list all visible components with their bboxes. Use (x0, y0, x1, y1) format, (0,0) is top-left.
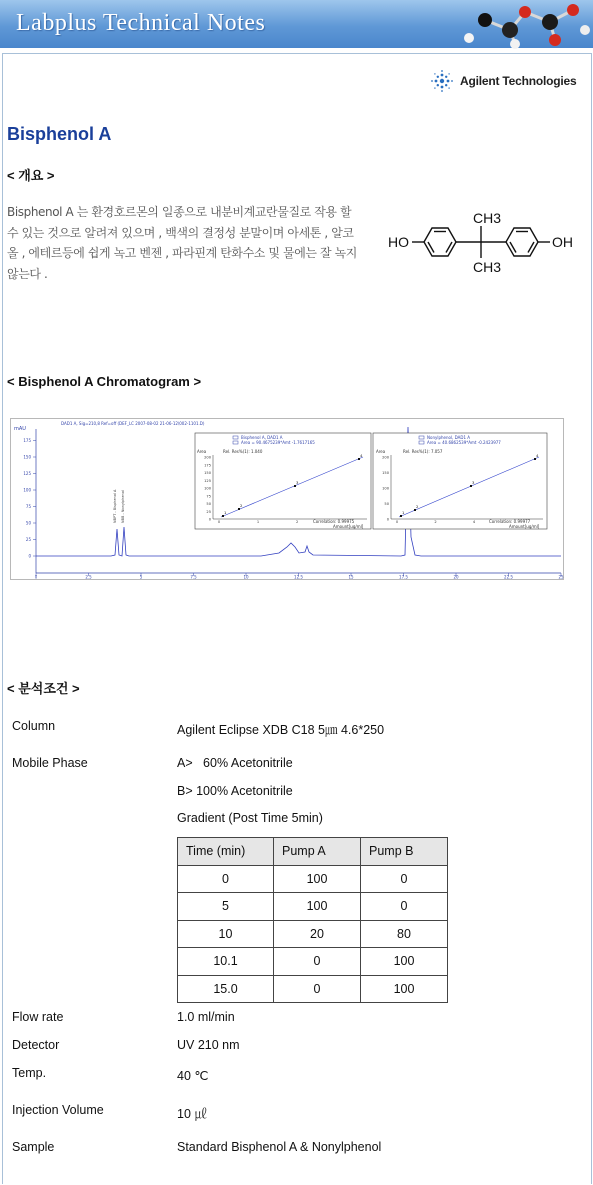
cal1-y-label: Area (197, 449, 207, 454)
molecule-decoration-icon (455, 0, 593, 48)
mobile-phase-label: Mobile Phase (12, 756, 88, 770)
chrom-x-tick-label: 10 (243, 574, 249, 580)
cal1-point-label: 4 (360, 453, 363, 458)
cal1-point (222, 515, 224, 517)
table-cell: 20 (274, 920, 361, 948)
chrom-y-tick-label: 100 (23, 487, 31, 493)
detector-value: UV 210 nm (177, 1038, 240, 1052)
chrom-y-tick-label: 25 (25, 537, 31, 542)
table-header: Pump B (361, 838, 448, 866)
chrom-x-tick-label: 0 (34, 574, 38, 580)
bisphenol-structure (386, 206, 586, 278)
chromatogram-heading: < Bisphenol A Chromatogram > (7, 374, 202, 389)
overview-line: Bisphenol A 는 환경호르몬의 일종으로 내분비계교란물질로 작용 할 (7, 205, 352, 219)
brand-name: Agilent Technologies (460, 74, 577, 88)
table-cell: 0 (274, 975, 361, 1003)
cal2-point (414, 509, 416, 511)
overview-line: 않는다 . (7, 266, 48, 281)
peak-label: NBB - Nonylphenol (121, 490, 125, 523)
cal1-y-tick-label: 75 (206, 494, 211, 499)
mobile-phase-a: A> 60% Acetonitrile (177, 756, 293, 770)
table-header: Pump A (274, 838, 361, 866)
table-cell: 100 (361, 975, 448, 1003)
table-cell: 100 (274, 893, 361, 921)
table-row (178, 920, 448, 948)
cal2-y-tick-label: 100 (382, 486, 389, 491)
chrom-x-tick-label: 2.5 (85, 574, 92, 580)
structure-right-label: OH (552, 234, 573, 250)
page-title: Bisphenol A (7, 124, 112, 144)
header-banner (0, 0, 593, 48)
chrom-x-tick-label: 17.5 (399, 574, 408, 580)
gradient-label: Gradient (Post Time 5min) (177, 811, 323, 825)
chrom-header-text: DAD1 A, Sig=210,8 Ref=off (DEF_LC 2007-08-02 21-06-12\002-1101.D) (61, 421, 205, 426)
chromatogram-panel (10, 418, 564, 580)
cal1-point-label: 2 (240, 503, 243, 508)
chrom-x-tick-label: 22.5 (504, 574, 513, 580)
calibration-inset-bisphenol (195, 433, 371, 529)
detector-label: Detector (12, 1038, 60, 1052)
cal2-x-label: Amount[ug/ml] (509, 524, 540, 529)
cal2-point (400, 515, 402, 517)
chrom-y-tick-label: 175 (23, 438, 31, 443)
temp-label: Temp. (12, 1066, 47, 1080)
chrom-x-tick-label: 7.5 (190, 574, 197, 580)
cal1-correlation: Correlation: 0.99975 (313, 519, 355, 524)
structure-top-label: CH3 (473, 210, 502, 226)
structure-bottom-label: CH3 (473, 259, 502, 275)
chromatogram-chart (11, 419, 563, 579)
cal2-x-tick-label: 0 (395, 520, 399, 524)
conditions-heading: < 분석조건 > (7, 681, 80, 696)
cal1-rel-res: Rel. Res%(1): 1.040 (223, 449, 263, 454)
banner-title: Labplus Technical Notes (16, 10, 266, 36)
overview-line: 수 있는 것으로 알려져 있으며 , 백색의 결정성 분말이며 아세톤 , 알코 (7, 225, 354, 240)
chrom-y-tick-label: 125 (23, 471, 31, 476)
agilent-spark-icon (430, 69, 454, 93)
cal2-point (534, 458, 536, 460)
cal1-x-tick-label: 1 (256, 520, 260, 524)
agilent-logo (430, 68, 576, 94)
overview-text (7, 202, 382, 284)
cal1-y-tick-label: 150 (204, 471, 211, 475)
cal1-y-tick-label: 50 (206, 502, 211, 506)
cal1-point (294, 485, 296, 487)
chrom-y-tick-label: 0 (28, 553, 31, 559)
chrom-y-tick-label: 50 (25, 520, 31, 526)
cal2-x-tick-label: 4 (472, 520, 476, 524)
table-row (178, 948, 448, 976)
cal2-y-label: Area (376, 449, 386, 454)
column-value: Agilent Eclipse XDB C18 5㎛ 4.6*250 (177, 723, 385, 737)
chrom-x-tick-label: 20 (453, 574, 459, 580)
table-cell: 100 (274, 865, 361, 893)
cal2-point-label: 2 (416, 504, 419, 509)
cal1-x-tick-label: 0 (217, 520, 221, 524)
injection-volume-value: 10 ㎕ (177, 1107, 207, 1121)
sample-label: Sample (12, 1140, 55, 1154)
table-cell: 5 (178, 893, 274, 921)
cal1-y-tick-label: 175 (204, 463, 211, 468)
chrom-y-tick-label: 75 (25, 504, 31, 509)
chrom-x-tick-label: 25 (558, 574, 564, 580)
cal2-y-tick-label: 200 (382, 455, 389, 460)
cal1-point (238, 508, 240, 510)
table-cell: 0 (361, 865, 448, 893)
table-row (178, 975, 448, 1003)
cal2-rel-res: Rel. Res%(1): 7.057 (403, 449, 443, 454)
table-cell: 80 (361, 920, 448, 948)
overview-line: 올 , 에테르등에 쉽게 녹고 벤젠 , 파라핀계 탄화수소 및 물에는 잘 녹지 (7, 246, 357, 260)
cal1-point (358, 458, 360, 460)
cal1-y-tick-label: 200 (204, 455, 211, 460)
cal1-point-label: 3 (296, 480, 299, 485)
peak-label: NBPT - Bisphenol A (113, 489, 117, 523)
cal1-y-tick-label: 0 (208, 517, 211, 522)
mobile-phase-b: B> 100% Acetonitrile (177, 784, 293, 798)
chrom-y-unit: mAU (14, 426, 26, 432)
structure-left-label: HO (388, 234, 409, 250)
gradient-table (177, 837, 448, 1003)
cal1-equation: Area = 90.4675239*Amt -1.7617165 (241, 440, 315, 445)
cal1-y-tick-label: 25 (206, 509, 211, 514)
cal1-legend: Bisphenol A, DAD1 A (241, 435, 283, 440)
calibration-inset-nonylphenol (373, 433, 547, 529)
cal2-y-tick-label: 50 (384, 502, 389, 506)
table-cell: 15.0 (178, 975, 274, 1003)
table-row (178, 893, 448, 921)
table-row (178, 865, 448, 893)
cal2-point-label: 3 (472, 480, 475, 485)
chrom-y-tick-label: 150 (23, 454, 31, 460)
cal1-x-tick-label: 2 (295, 520, 299, 524)
injection-volume-label: Injection Volume (12, 1103, 104, 1117)
cal2-correlation: Correlation: 0.99977 (489, 519, 531, 524)
cal2-equation: Area = 40.6862539*Amt -0.2423977 (427, 440, 501, 445)
table-cell: 0 (178, 865, 274, 893)
table-cell: 0 (274, 948, 361, 976)
temp-value: 40 ℃ (177, 1069, 209, 1083)
cal2-y-tick-label: 0 (386, 517, 389, 522)
overview-heading: < 개요 > (7, 168, 55, 183)
cal2-y-tick-label: 150 (382, 471, 389, 475)
table-header: Time (min) (178, 838, 274, 866)
flow-rate-value: 1.0 ml/min (177, 1010, 235, 1024)
table-header-row (178, 838, 448, 866)
cal2-x-tick-label: 2 (434, 520, 437, 524)
cal2-point (470, 485, 472, 487)
chrom-x-tick-label: 12.5 (294, 574, 303, 580)
cal2-point-label: 4 (536, 453, 539, 458)
cal1-point-label: 1 (224, 510, 227, 515)
cal2-legend: Nonylphenol, DAD1 A (427, 435, 471, 440)
chrom-x-tick-label: 15 (348, 574, 354, 580)
cal1-y-tick-label: 100 (204, 486, 211, 491)
cal1-y-tick-label: 125 (204, 478, 211, 483)
table-cell: 10.1 (178, 948, 274, 976)
flow-rate-label: Flow rate (12, 1010, 64, 1024)
table-cell: 0 (361, 893, 448, 921)
cal1-x-label: Amount[ug/ml] (333, 524, 364, 529)
chrom-x-tick-label: 5 (139, 574, 143, 580)
sample-value: Standard Bisphenol A & Nonylphenol (177, 1140, 382, 1154)
column-label: Column (12, 719, 56, 733)
table-cell: 10 (178, 920, 274, 948)
table-cell: 100 (361, 948, 448, 976)
cal2-point-label: 1 (402, 510, 405, 515)
